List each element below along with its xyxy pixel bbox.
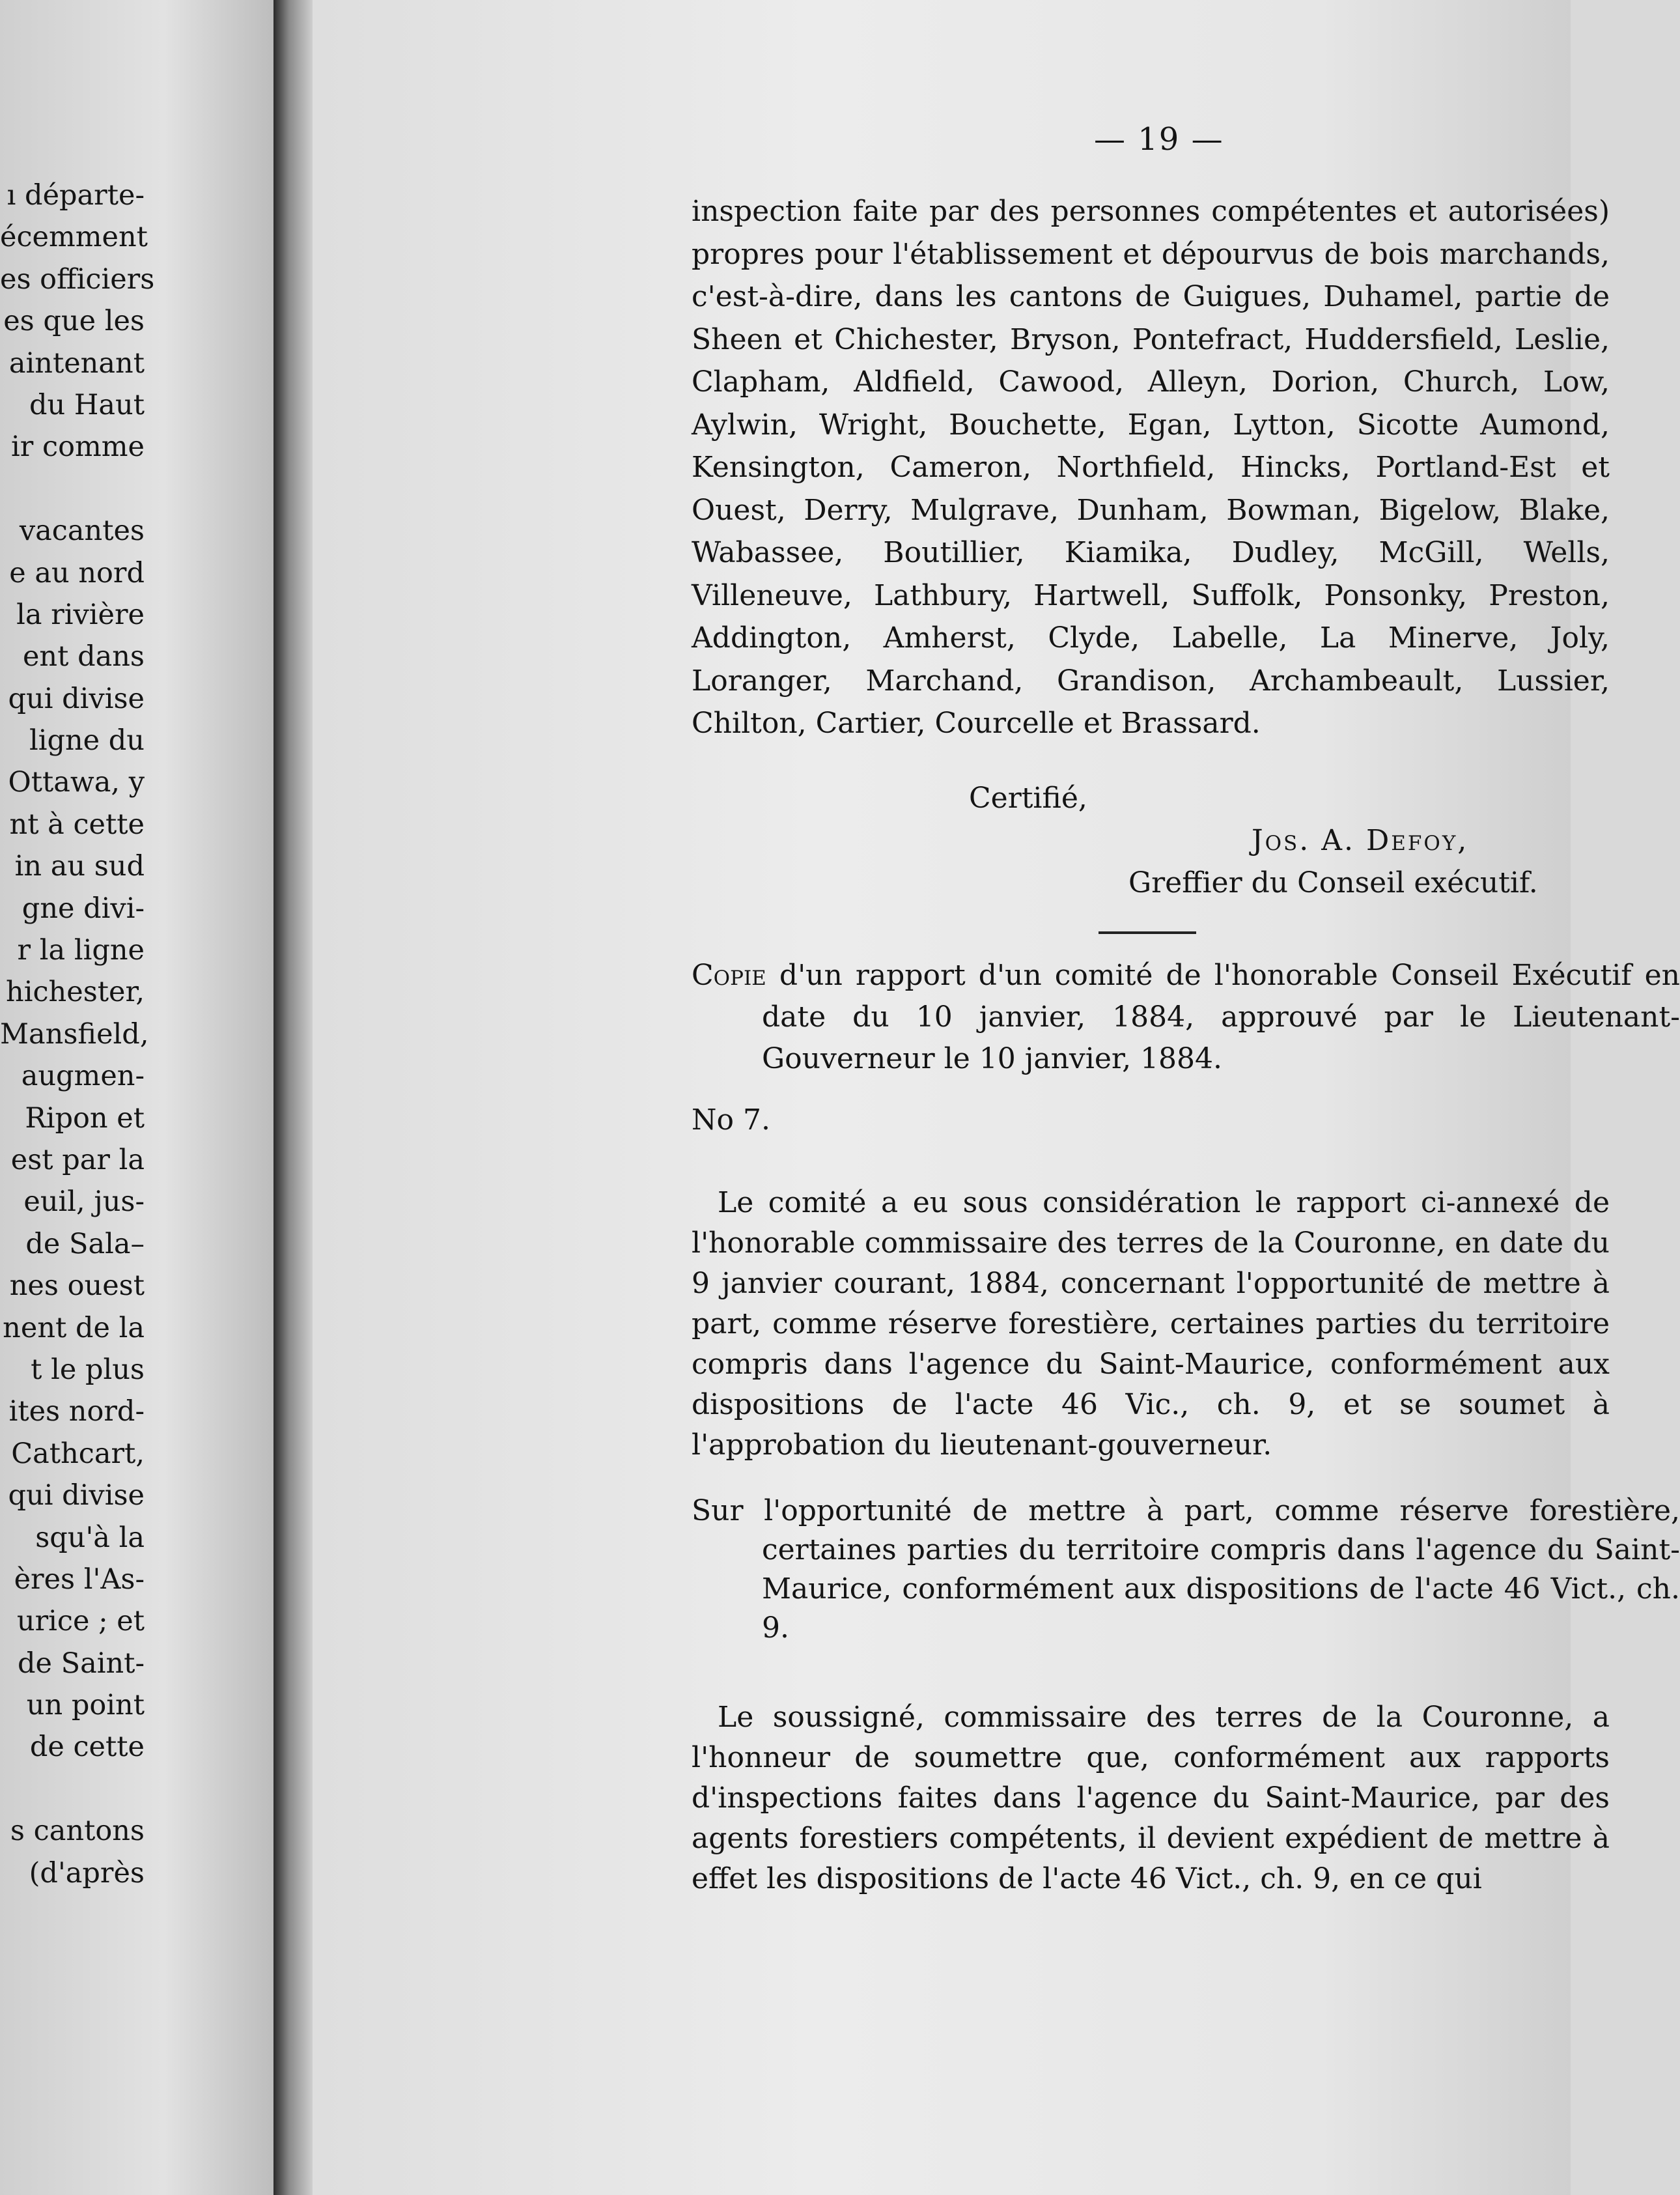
certification-label: Certifié,	[969, 782, 1087, 815]
closing-paragraph: Le soussigné, commissaire des terres de la Couronne, a l'honneur de soumettre que, conformément aux rapports d'inspections faites dans l'agence du Saint-Maurice, par des agents forestiers compétents, il devient expédient de mettre à effet les dispositions de l'acte 46 Vict., ch. 9, en ce qui	[692, 1701, 1610, 1895]
previous-page-line: ligne du	[29, 724, 145, 758]
copie-text: d'un rapport d'un comité de l'honorable Conseil Exécutif en date du 10 janvier, 1884, approuvé par le Lieutenant-Gouverneur le 10 janvier, 1884.	[762, 959, 1680, 1075]
page	[313, 0, 1680, 2195]
committee-paragraph: Le comité a eu sous considération le rapport ci-annexé de l'honorable commissaire des terres de la Couronne, en date du 9 janvier courant, 1884, concernant l'opportunité de mettre à part, comme réserve forestière, certaines parties du territoire compris dans l'agence du Saint-Maurice, conformément aux dispositions de l'acte 46 Vic., ch. 9, et se soumet à l'approbation du lieutenant-gouverneur.	[692, 1186, 1610, 1462]
previous-page-line: aintenant	[8, 347, 145, 380]
previous-page-line: de Sala–	[25, 1227, 145, 1260]
subject-heading: Sur l'opportunité de mettre à part, comme réserve forestière, certaines parties du territoire compris dans l'agence du Saint-Maurice, conformément aux dispositions de l'acte 46 Vict., ch. 9.	[692, 1494, 1680, 1645]
previous-page-line: de cette	[29, 1731, 145, 1764]
section-divider	[1099, 931, 1196, 934]
previous-page-line: Mansfield,	[0, 1017, 149, 1051]
previous-page-line: r la ligne	[17, 934, 145, 967]
previous-page-line: augmen-	[21, 1060, 145, 1093]
previous-page-line: urice ; et	[16, 1605, 145, 1638]
previous-page-line	[0, 468, 145, 510]
previous-page-line: s cantons	[10, 1815, 145, 1848]
previous-page-line: nt à cette	[9, 808, 145, 841]
previous-page-line: qui divise	[8, 682, 145, 715]
previous-page-margin	[0, 0, 273, 2195]
signer-name: Jos. A. Defoy,	[1252, 824, 1469, 857]
page-number: — 19 —	[1094, 121, 1224, 158]
previous-page-line: e au nord	[9, 556, 145, 589]
previous-page-line: Ottawa, y	[8, 766, 145, 799]
previous-page-line: Cathcart,	[11, 1437, 145, 1470]
previous-page-line: Ripon et	[25, 1101, 145, 1135]
previous-page-line: euil, jus-	[23, 1185, 145, 1219]
copie-heading	[692, 955, 1680, 1080]
previous-page-line: gne divi-	[21, 892, 145, 925]
previous-page-line: nes ouest	[9, 1269, 145, 1303]
previous-page-line: vacantes	[19, 515, 145, 548]
previous-page-line: ères l'As-	[14, 1563, 145, 1596]
previous-page-line: qui divise	[8, 1479, 145, 1512]
previous-page-text-fragment	[0, 175, 155, 1894]
previous-page-line: nent de la	[3, 1311, 145, 1344]
previous-page-line: (d'après	[29, 1856, 145, 1890]
previous-page-line: écemment	[0, 221, 148, 254]
book-gutter	[273, 0, 313, 2195]
previous-page-line: t le plus	[31, 1353, 145, 1386]
previous-page-line: ı départe-	[7, 179, 145, 212]
previous-page-line: squ'à la	[35, 1521, 145, 1554]
previous-page-line: es officiers	[0, 262, 155, 296]
previous-page-line	[0, 1768, 145, 1810]
previous-page-line: ir comme	[11, 431, 145, 464]
previous-page-line: ent dans	[22, 640, 145, 673]
copie-lead-word: Copie	[692, 959, 766, 992]
previous-page-line: est par la	[10, 1143, 145, 1176]
previous-page-line: la rivière	[16, 598, 145, 631]
previous-page-line: es que les	[3, 305, 145, 338]
opening-paragraph: inspection faite par des personnes compétentes et autorisées) propres pour l'établissement et dépourvus de bois marchands, c'est-à-dire, dans les cantons de Guigues, Duhamel, partie de Sheen et Chichester, Bryson, Pontefract, Huddersfield, Leslie, Clapham, Aldfield, Cawood, Alleyn, Dorion, Church, Low, Aylwin, Wright, Bouchette, Egan, Lytton, Sicotte Aumond, Kensington, Cameron, Northfield, Hincks, Portland-Est et Ouest, Derry, Mulgrave, Dunham, Bowman, Bigelow, Blake, Wabassee, Boutillier, Kiamika, Dudley, McGill, Wells, Villeneuve, Lathbury, Hartwell, Suffolk, Ponsonky, Preston, Addington, Amherst, Clyde, Labelle, La Minerve, Joly, Loranger, Marchand, Grandison, Archambeault, Lussier, Chilton, Cartier, Courcelle et Brassard.	[692, 195, 1610, 740]
previous-page-line: in au sud	[14, 850, 145, 883]
signer-title: Greffier du Conseil exécutif.	[1128, 866, 1538, 899]
previous-page-line: hichester,	[6, 976, 145, 1009]
previous-page-line: du Haut	[29, 388, 145, 421]
document-number: No 7.	[692, 1103, 770, 1137]
previous-page-line: de Saint-	[18, 1647, 145, 1680]
previous-page-line: ites nord-	[8, 1395, 145, 1428]
previous-page-line: un point	[26, 1689, 145, 1722]
